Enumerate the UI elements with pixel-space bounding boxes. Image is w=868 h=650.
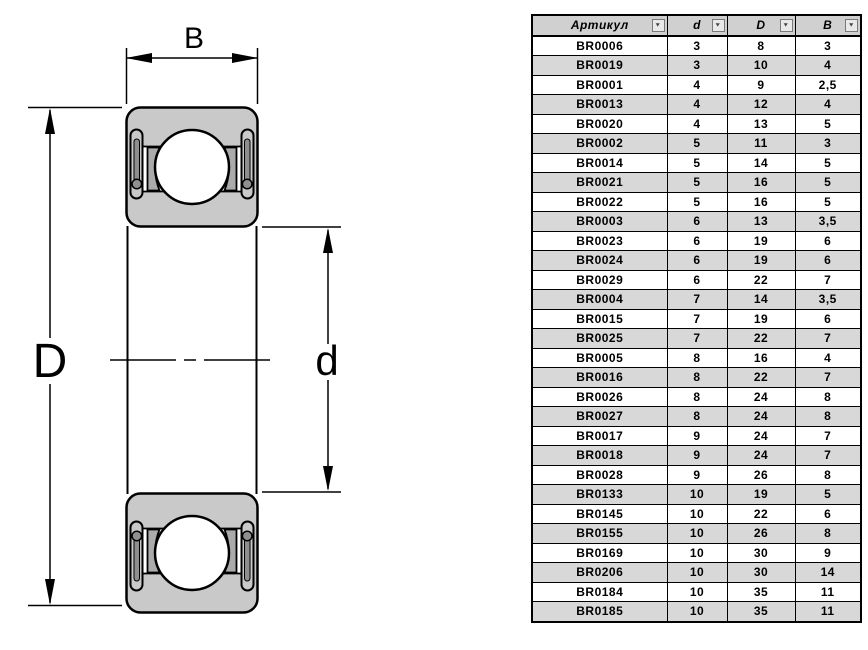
cell-B: 4 [795,56,861,76]
dim-label-B: B [183,22,205,55]
cell-D: 26 [727,465,795,485]
header-row [532,15,861,36]
cell-article: BR0155 [532,524,667,544]
cell-D: 24 [727,407,795,427]
cell-D: 19 [727,309,795,329]
cell-article: BR0003 [532,212,667,232]
table-row [532,231,861,251]
cell-d: 3 [667,56,727,76]
table-row [532,36,861,56]
cell-article: BR0169 [532,543,667,563]
cell-article: BR0006 [532,36,667,56]
cell-d: 7 [667,290,727,310]
cell-D: 13 [727,212,795,232]
cell-B: 6 [795,251,861,271]
dim-label-d: d [315,337,339,384]
header-d-label: d [693,18,701,33]
cell-article: BR0020 [532,114,667,134]
cell-d: 9 [667,465,727,485]
cell-D: 22 [727,504,795,524]
cell-article: BR0024 [532,251,667,271]
cell-D: 35 [727,582,795,602]
arrowhead-up [323,228,333,253]
header-article [532,15,667,36]
dropdown-arrow-icon: ▼ [654,22,662,29]
cell-d: 7 [667,329,727,349]
table-row [532,75,861,95]
table-row [532,114,861,134]
table-row [532,602,861,622]
cell-d: 6 [667,270,727,290]
table-row [532,56,861,76]
cell-d: 10 [667,504,727,524]
table-row [532,446,861,466]
cell-D: 22 [727,270,795,290]
table-row [532,134,861,154]
header-B [795,15,861,36]
cell-D: 14 [727,290,795,310]
cell-d: 10 [667,563,727,583]
cell-B: 4 [795,348,861,368]
table-row [532,251,861,271]
cell-D: 9 [727,75,795,95]
cell-B: 5 [795,114,861,134]
cell-article: BR0002 [532,134,667,154]
bearing-size-table [531,14,862,623]
table-row [532,387,861,407]
cell-B: 8 [795,524,861,544]
cell-D: 19 [727,485,795,505]
cell-B: 8 [795,387,861,407]
dimension-d [262,227,341,492]
cell-B: 7 [795,368,861,388]
cell-article: BR0025 [532,329,667,349]
table-row [532,212,861,232]
cell-d: 10 [667,543,727,563]
cell-article: BR0185 [532,602,667,622]
cell-D: 22 [727,329,795,349]
cell-B: 4 [795,95,861,115]
table-row [532,485,861,505]
cell-D: 24 [727,446,795,466]
ball [155,130,229,204]
dimension-B [126,22,258,104]
arrowhead-down [45,579,55,605]
table-row [532,153,861,173]
table-row [532,270,861,290]
cell-article: BR0184 [532,582,667,602]
cell-D: 30 [727,563,795,583]
filter-dropdown-article[interactable] [652,19,665,32]
cell-d: 8 [667,387,727,407]
table-row [532,563,861,583]
header-D [727,15,795,36]
cell-D: 11 [727,134,795,154]
cell-d: 8 [667,348,727,368]
cell-D: 19 [727,231,795,251]
table-row [532,368,861,388]
seal-knob-left [132,179,142,189]
cell-article: BR0027 [532,407,667,427]
cell-d: 8 [667,407,727,427]
cell-B: 6 [795,309,861,329]
table-row [532,309,861,329]
cell-d: 10 [667,524,727,544]
cell-D: 16 [727,173,795,193]
cell-B: 7 [795,426,861,446]
filter-dropdown-D[interactable] [780,19,793,32]
cell-D: 30 [727,543,795,563]
table-row [532,524,861,544]
table-body [532,36,861,622]
cell-D: 16 [727,348,795,368]
cell-B: 3,5 [795,290,861,310]
cell-d: 6 [667,251,727,271]
cell-d: 5 [667,153,727,173]
cell-D: 12 [727,95,795,115]
bearing-bottom-section [127,494,258,613]
cell-d: 5 [667,134,727,154]
cell-B: 2,5 [795,75,861,95]
cell-D: 26 [727,524,795,544]
cell-D: 35 [727,602,795,622]
table-row [532,426,861,446]
cell-d: 9 [667,426,727,446]
cell-D: 22 [727,368,795,388]
arrowhead-right [232,53,258,63]
cell-article: BR0022 [532,192,667,212]
table-row [532,582,861,602]
cell-B: 11 [795,582,861,602]
cell-d: 9 [667,446,727,466]
cell-D: 13 [727,114,795,134]
filter-dropdown-d[interactable] [712,19,725,32]
cell-B: 14 [795,563,861,583]
cell-d: 4 [667,95,727,115]
cell-article: BR0145 [532,504,667,524]
table-row [532,192,861,212]
cell-d: 10 [667,602,727,622]
cell-article: BR0005 [532,348,667,368]
cell-B: 5 [795,173,861,193]
header-D-label: D [756,18,766,33]
cell-d: 5 [667,192,727,212]
cell-B: 3 [795,134,861,154]
cell-d: 6 [667,231,727,251]
cell-article: BR0023 [532,231,667,251]
dropdown-arrow-icon: ▼ [714,22,722,29]
dropdown-arrow-icon: ▼ [782,22,790,29]
cell-B: 7 [795,329,861,349]
cell-d: 7 [667,309,727,329]
cell-B: 9 [795,543,861,563]
cell-B: 8 [795,407,861,427]
cell-d: 8 [667,368,727,388]
cell-article: BR0026 [532,387,667,407]
cell-article: BR0001 [532,75,667,95]
cell-article: BR0013 [532,95,667,115]
cell-B: 5 [795,485,861,505]
dropdown-arrow-icon: ▼ [847,22,856,29]
cell-D: 8 [727,36,795,56]
arrowhead-left [126,53,152,63]
cell-article: BR0016 [532,368,667,388]
dimension-D [28,108,122,606]
cell-article: BR0029 [532,270,667,290]
cell-B: 8 [795,465,861,485]
bearing-top-section [127,108,258,227]
cell-d: 6 [667,212,727,232]
cell-article: BR0028 [532,465,667,485]
table-row [532,543,861,563]
cell-B: 5 [795,153,861,173]
cell-B: 5 [795,192,861,212]
cell-d: 4 [667,114,727,134]
cell-B: 3,5 [795,212,861,232]
seal-knob-right [242,179,252,189]
cell-article: BR0018 [532,446,667,466]
cell-B: 7 [795,446,861,466]
cell-D: 14 [727,153,795,173]
table-row [532,348,861,368]
cell-article: BR0133 [532,485,667,505]
cell-B: 7 [795,270,861,290]
table-row [532,407,861,427]
table-row [532,329,861,349]
cell-article: BR0017 [532,426,667,446]
cell-d: 3 [667,36,727,56]
arrowhead-down [323,466,333,491]
filter-dropdown-B[interactable] [845,19,858,32]
cell-article: BR0015 [532,309,667,329]
header-d [667,15,727,36]
cell-B: 6 [795,231,861,251]
cell-d: 5 [667,173,727,193]
cell-article: BR0019 [532,56,667,76]
table-row [532,465,861,485]
arrowhead-up [45,108,55,134]
cell-D: 16 [727,192,795,212]
cell-article: BR0004 [532,290,667,310]
cell-d: 4 [667,75,727,95]
header-B-label: B [823,18,833,33]
dim-label-D: D [32,335,68,388]
table-row [532,95,861,115]
cell-D: 19 [727,251,795,271]
table-row [532,504,861,524]
cell-D: 10 [727,56,795,76]
cell-B: 11 [795,602,861,622]
cell-B: 6 [795,504,861,524]
cell-article: BR0021 [532,173,667,193]
cell-D: 24 [727,426,795,446]
cell-d: 10 [667,485,727,505]
header-article-label: Артикул [570,18,629,33]
cell-article: BR0014 [532,153,667,173]
cell-d: 10 [667,582,727,602]
cell-B: 3 [795,36,861,56]
cell-D: 24 [727,387,795,407]
table-row [532,173,861,193]
cell-article: BR0206 [532,563,667,583]
table-row [532,290,861,310]
